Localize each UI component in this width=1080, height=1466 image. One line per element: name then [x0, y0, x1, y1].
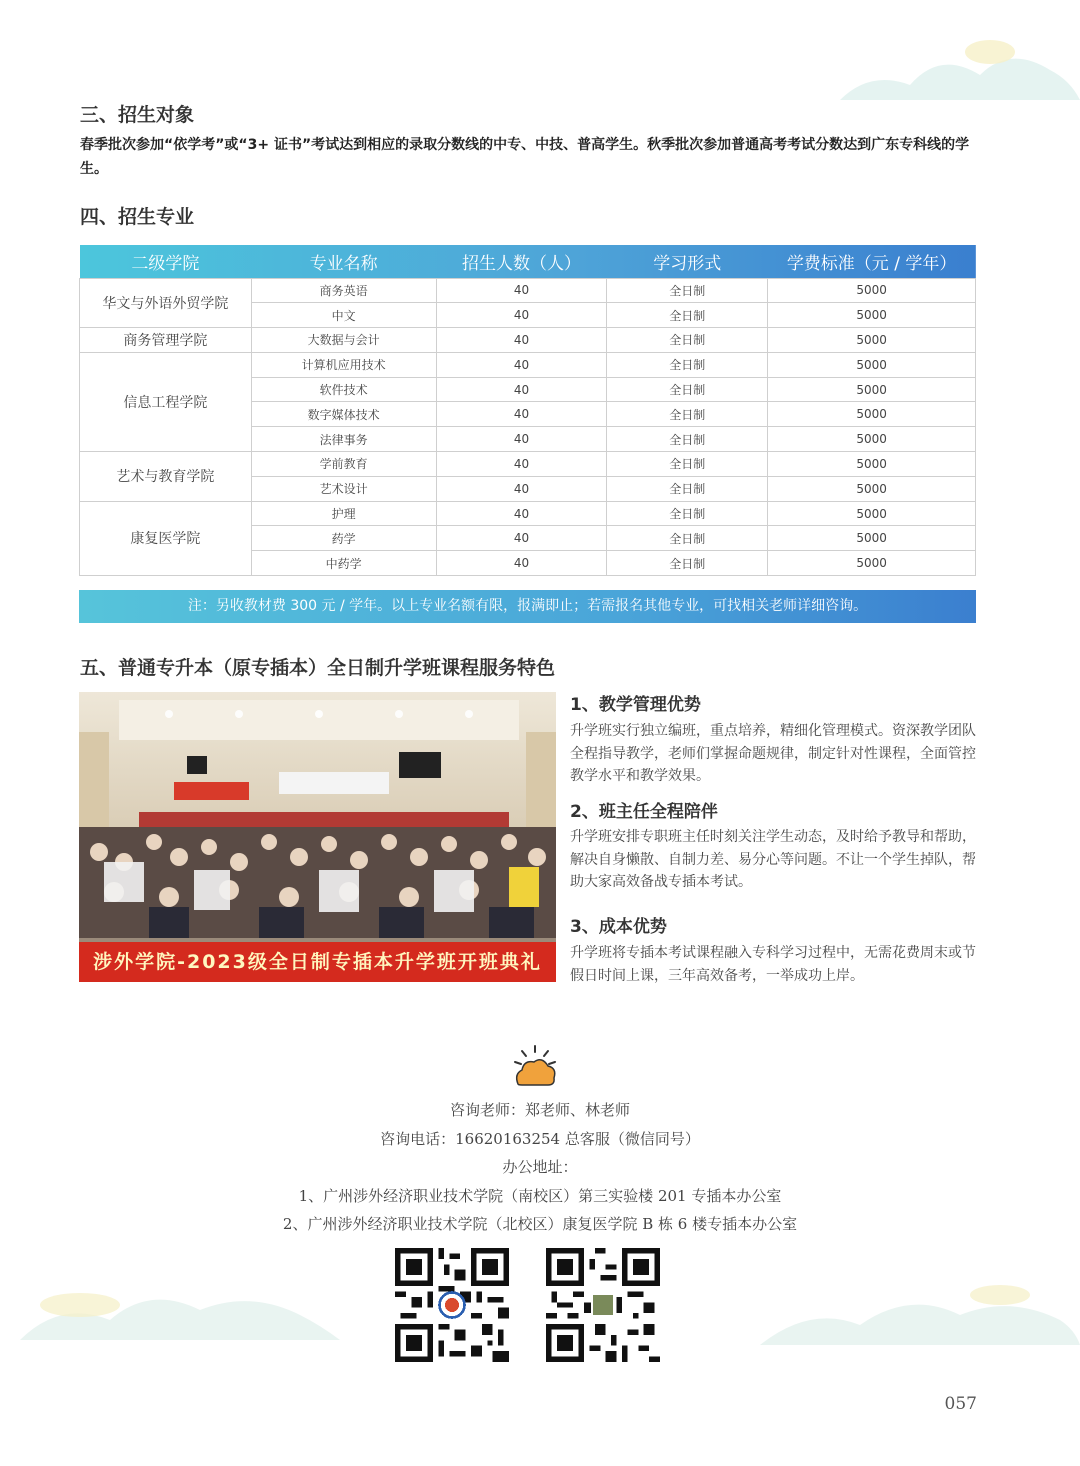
mode-cell: 全日制: [607, 303, 768, 328]
major-cell: 艺术设计: [251, 476, 436, 501]
tuition-cell: 5000: [768, 328, 976, 353]
enrollment-cell: 40: [436, 526, 607, 551]
tuition-cell: 5000: [768, 278, 976, 303]
feature-2-body: 升学班安排专职班主任时刻关注学生动态，及时给予教导和帮助，解决自身懒散、自制力差、易分心等问题。不让一个学生掉队，帮助大家高效备战专插本考试。: [570, 829, 976, 890]
header-study-mode: 学习形式: [653, 253, 722, 274]
page-number: 057: [944, 1394, 977, 1414]
top-right-cloud-decoration: [830, 30, 1080, 110]
college-cell: 康复医学院: [80, 501, 252, 575]
contact-address-1: 1、广州涉外经济职业技术学院（南校区）第三实验楼 201 专插本办公室: [298, 1187, 782, 1205]
mode-cell: 全日制: [607, 352, 768, 377]
mode-cell: 全日制: [607, 377, 768, 402]
college-cell: 商务管理学院: [80, 328, 252, 353]
header-college: 二级学院: [131, 253, 200, 274]
class-opening-photo: [79, 692, 556, 982]
majors-table: [79, 245, 976, 576]
tuition-cell: 5000: [768, 303, 976, 328]
major-cell: 数字媒体技术: [251, 402, 436, 427]
major-cell: 软件技术: [251, 377, 436, 402]
header-major: 专业名称: [309, 253, 378, 274]
mode-cell: 全日制: [607, 551, 768, 576]
enrollment-cell: 40: [436, 501, 607, 526]
enrollment-cell: 40: [436, 476, 607, 501]
table-row: [80, 328, 976, 353]
major-cell: 商务英语: [251, 278, 436, 303]
tuition-cell: 5000: [768, 402, 976, 427]
auditorium-photo-illustration: [79, 692, 556, 982]
major-cell: 中药学: [251, 551, 436, 576]
table-note-bar: 注：另收教材费 300 元 / 学年。以上专业名额有限，报满即止；若需报名其他专业，可找相关老师详细咨询。: [79, 590, 976, 623]
major-cell: 学前教育: [251, 452, 436, 477]
major-cell: 护理: [251, 501, 436, 526]
mode-cell: 全日制: [607, 476, 768, 501]
mode-cell: 全日制: [607, 452, 768, 477]
tuition-cell: 5000: [768, 427, 976, 452]
feature-1-title: 1、教学管理优势: [570, 695, 701, 715]
mode-cell: 全日制: [607, 501, 768, 526]
mode-cell: 全日制: [607, 278, 768, 303]
major-cell: 计算机应用技术: [251, 352, 436, 377]
mode-cell: 全日制: [607, 427, 768, 452]
major-cell: 药学: [251, 526, 436, 551]
bottom-left-cloud-decoration: [20, 1270, 340, 1350]
tuition-cell: 5000: [768, 526, 976, 551]
mode-cell: 全日制: [607, 526, 768, 551]
feature-3-title: 3、成本优势: [570, 917, 667, 937]
college-cell: 艺术与教育学院: [80, 452, 252, 502]
feature-3-body: 升学班将专插本考试课程融入专科学习过程中，无需花费周末或节假日时间上课，三年高效备考，一举成功上岸。: [570, 945, 976, 984]
table-row: [80, 352, 976, 377]
table-row: [80, 452, 976, 477]
tuition-cell: 5000: [768, 452, 976, 477]
enrollment-cell: 40: [436, 452, 607, 477]
enrollment-cell: 40: [436, 328, 607, 353]
contact-teachers: 咨询老师：郑老师、林老师: [449, 1101, 630, 1119]
contact-phone: 咨询电话：16620163254 总客服（微信同号）: [380, 1130, 700, 1148]
contact-address-label: 办公地址：: [502, 1158, 578, 1176]
mode-cell: 全日制: [607, 328, 768, 353]
section-3-body: 春季批次参加“依学考”或“3+ 证书”考试达到相应的录取分数线的中专、中技、普高学生。秋季批次参加普通高考考试分数达到广东专科线的学生。: [80, 137, 970, 177]
section-3-title: 三、招生对象: [80, 104, 195, 126]
section-4-title: 四、招生专业: [80, 206, 195, 228]
enrollment-cell: 40: [436, 352, 607, 377]
qr-code-2[interactable]: [546, 1248, 660, 1362]
contact-address-2: 2、广州涉外经济职业技术学院（北校区）康复医学院 B 栋 6 楼专插本办公室: [282, 1215, 798, 1233]
major-cell: 法律事务: [251, 427, 436, 452]
enrollment-cell: 40: [436, 303, 607, 328]
bottom-right-cloud-decoration: [760, 1275, 1080, 1350]
enrollment-cell: 40: [436, 427, 607, 452]
major-cell: 中文: [251, 303, 436, 328]
tuition-cell: 5000: [768, 551, 976, 576]
tuition-cell: 5000: [768, 352, 976, 377]
enrollment-cell: 40: [436, 278, 607, 303]
section-5-title: 五、普通专升本（原专插本）全日制升学班课程服务特色: [80, 657, 556, 679]
header-tuition: 学费标准（元 / 学年）: [786, 253, 957, 274]
tuition-cell: 5000: [768, 476, 976, 501]
header-enrollment: 招生人数（人）: [461, 253, 581, 274]
mode-cell: 全日制: [607, 402, 768, 427]
enrollment-cell: 40: [436, 377, 607, 402]
table-row: [80, 501, 976, 526]
enrollment-cell: 40: [436, 402, 607, 427]
qr-code-1[interactable]: [395, 1248, 509, 1362]
college-cell: 华文与外语外贸学院: [80, 278, 252, 328]
feature-2-title: 2、班主任全程陪伴: [570, 802, 718, 822]
cloud-sun-icon: [512, 1044, 558, 1088]
tuition-cell: 5000: [768, 501, 976, 526]
table-header-row: [80, 245, 976, 278]
major-cell: 大数据与会计: [251, 328, 436, 353]
feature-1-body: 升学班实行独立编班，重点培养，精细化管理模式。资深教学团队全程指导教学，老师们掌握命题规律，制定针对性课程，全面管控教学水平和教学效果。: [570, 723, 976, 784]
enrollment-cell: 40: [436, 551, 607, 576]
table-row: [80, 278, 976, 303]
tuition-cell: 5000: [768, 377, 976, 402]
photo-caption: 涉外学院-2023级全日制专插本升学班开班典礼: [79, 942, 556, 982]
college-cell: 信息工程学院: [80, 352, 252, 451]
